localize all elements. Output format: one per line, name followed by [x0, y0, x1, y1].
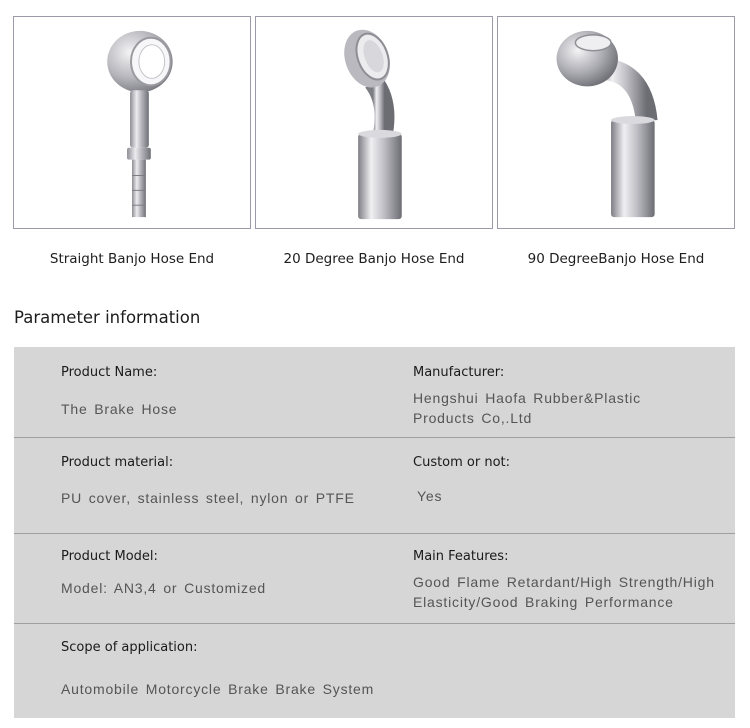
parameter-row [14, 438, 735, 534]
main-features-value-line: Elasticity/Good Braking Performance [413, 594, 674, 610]
manufacturer-value [413, 388, 641, 428]
product-image-frame [255, 16, 493, 229]
90-degree-banjo-fitting-image [498, 17, 734, 228]
manufacturer-value-line: Hengshui Haofa Rubber&Plastic [413, 390, 641, 406]
product-caption: 90 DegreeBanjo Hose End [527, 251, 705, 267]
product-caption: Straight Banjo Hose End [49, 251, 215, 267]
parameter-row [14, 624, 735, 718]
product-model-value: Model: AN3,4 or Customized [61, 580, 266, 596]
scope-label: Scope of application: [61, 640, 198, 655]
straight-banjo-fitting-image [14, 17, 250, 228]
custom-value: Yes [417, 488, 443, 504]
main-features-label: Main Features: [413, 549, 509, 564]
parameter-row [14, 347, 735, 438]
custom-label: Custom or not: [413, 455, 511, 470]
parameter-row [14, 534, 735, 624]
product-name-value: The Brake Hose [61, 401, 178, 417]
section-title: Parameter information [14, 308, 201, 327]
product-model-label: Product Model: [61, 549, 158, 564]
main-features-value [413, 572, 715, 612]
product-name-label: Product Name: [61, 365, 158, 380]
product-caption: 20 Degree Banjo Hose End [283, 251, 465, 267]
parameter-table [14, 347, 735, 718]
manufacturer-label: Manufacturer: [413, 365, 505, 380]
20-degree-banjo-fitting-image [256, 17, 492, 228]
product-material-value: PU cover, stainless steel, nylon or PTFE [61, 490, 355, 506]
product-image-frame [497, 16, 735, 229]
scope-value: Automobile Motorcycle Brake Brake System [61, 681, 375, 697]
manufacturer-value-line: Products Co,.Ltd [413, 410, 533, 426]
product-image-frame [13, 16, 251, 229]
product-material-label: Product material: [61, 455, 174, 470]
main-features-value-line: Good Flame Retardant/High Strength/High [413, 574, 715, 590]
